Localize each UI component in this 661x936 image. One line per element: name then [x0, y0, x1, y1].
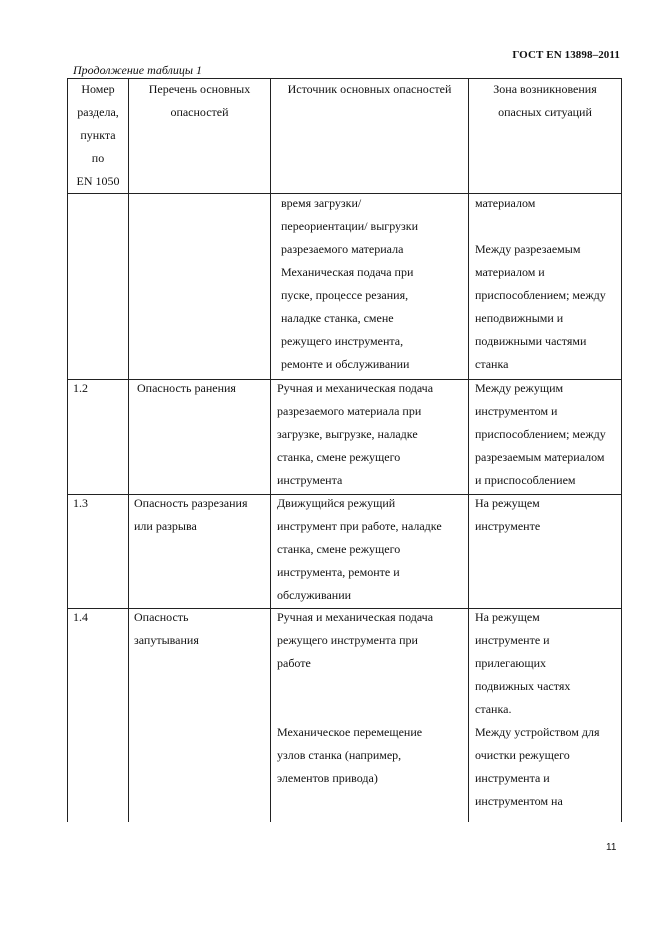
standard-code: ГОСТ EN 13898–2011 [512, 49, 620, 61]
table-row-1-num: 1.2 [73, 381, 88, 395]
header-source: Источник основных опасностей [287, 82, 452, 96]
table-row-1-zone: Между режущим инструментом и приспособлением; между разрезаемым материалом и приспособлением [475, 381, 606, 487]
table-row-1-hazard: Опасность ранения [137, 381, 236, 395]
header-zone: Зона возникновения опасных ситуаций [493, 82, 597, 119]
table-row-1-source: Ручная и механическая подача разрезаемого материала при загрузке, выгрузке, наладке станка, смене режущего инструмента [277, 381, 434, 487]
table-row-3-source: Ручная и механическая подача режущего инструмента при работе Механическое перемещение узлов станка (например, элементов привода) [277, 610, 434, 785]
table-row-3-num: 1.4 [73, 610, 88, 624]
header-num: Номер раздела, пункта по EN 1050 [76, 82, 120, 188]
table-row-2-source: Движущийся режущий инструмент при работе, наладке станка, смене режущего инструмента, ремонте и обслуживании [277, 496, 442, 602]
table-row-2-hazard: Опасность разрезания или разрыва [134, 496, 248, 533]
table-row-3-zone: На режущем инструменте и прилегающих подвижных частях станка. Между устройством для очистки режущего инструмента и инструментом на [475, 610, 600, 808]
page-number: 11 [606, 842, 617, 853]
table-row-2-zone: На режущем инструменте [475, 496, 541, 533]
table-row-2-num: 1.3 [73, 496, 88, 510]
table-row-0-source: время загрузки/ переориентации/ выгрузки разрезаемого материала Механическая подача при пуске, процессе резания, наладке станка, смене режущего инструмента, ремонте и обслуживании [281, 196, 419, 371]
header-hazard: Перечень основных опасностей [148, 82, 251, 119]
table-row-3-hazard: Опасность запутывания [134, 610, 199, 647]
table-row-0-zone: материалом Между разрезаемым материалом и приспособлением; между неподвижными и подвижными частями станка [475, 196, 606, 371]
table-caption: Продолжение таблицы 1 [73, 63, 203, 77]
